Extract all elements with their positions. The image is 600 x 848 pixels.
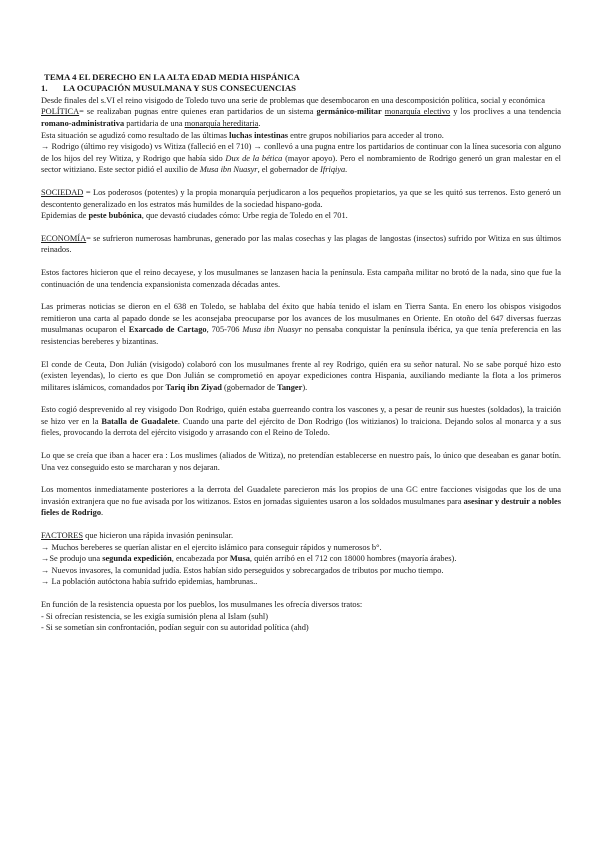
estos-factores-paragraph: Estos factores hicieron que el reino decayese, y los musulmanes se lanzasen hacia la península. Esta campaña militar no brotó de la nada, sino que fue la continuación de una tendencia expansionista comenzada décadas antes. bbox=[41, 267, 561, 289]
section-number: 1. bbox=[41, 83, 48, 94]
politica-situacion: Esta situación se agudizó como resultado de las últimas luchas intestinas entre grupos nobiliarios para acceder al trono. bbox=[41, 130, 444, 140]
economia-label: ECONOMÍA bbox=[41, 233, 87, 243]
momentos-paragraph: Los momentos inmediatamente posteriores a la derrota del Guadalete parecieron más los propios de una GC entre facciones visigodas que los de una invasión extranjera que no fue avisada por los witizanos. Estos en jornadas siguientes usaron a los soldados musulmanes para asesinar y destruir a nobles fieles de Rodrigo. bbox=[41, 485, 562, 518]
politica-label: POLÍTICA bbox=[41, 107, 80, 117]
conde-ceuta-paragraph: El conde de Ceuta, Don Julián (visigodo) colaboró con los musulmanes frente al rey Rodrigo, quién era su señor natural. No se sabe porqué hizo esto (existen leyendas), lo cierto es que Don Julián se comprometió en apoyar expediciones contra Hispania, auxiliando mediante la flota a los primeros militares islámicos, comandados por Tariq ibn Ziyad (gobernador de Tanger). bbox=[41, 359, 561, 392]
factores-item-expedicion: →Se produjo una segunda expedición, encabezada por Musa, quién arribó en el 712 con 18000 hombres (mayoría árabes). bbox=[41, 554, 457, 564]
factores-heading: FACTORES que hicieron una rápida invasión peninsular. bbox=[41, 531, 234, 541]
sociedad-epidemias: Epidemias de peste bubónica, que devastó ciudades cómo: Urbe regia de Toledo en el 701. bbox=[41, 211, 348, 221]
section-title: LA OCUPACIÓN MUSULMANA Y SUS CONSECUENCIAS bbox=[63, 83, 297, 94]
factores-item-poblacion: → La población autóctona había sufrido epidemias, hambrunas.. bbox=[41, 577, 258, 587]
creencia-paragraph: Lo que se creía que iban a hacer era : Los muslimes (aliados de Witiza), no pretendían establecerse en nuestro país, lo único que deseaban es ganar botín. Una vez conseguido esto se marcharan y nos dejaran. bbox=[41, 451, 561, 472]
document-title: TEMA 4 EL DERECHO EN LA ALTA EDAD MEDIA HISPÁNICA bbox=[44, 72, 300, 82]
sociedad-paragraph: SOCIEDAD = Los poderosos (potentes) y la propia monarquía perjudicaron a los pequeños propietarios, ya que se les quitó sus terrenos. Esto generó un descontento generalizado en los estratos más humildes de la sociedad hispano-goda. bbox=[41, 187, 561, 209]
economia-paragraph: ECONOMÍA= se sufrieron numerosas hambrunas, generado por las malas cosechas y las plagas de langostas (insectos) sufrido por Witiza en sus últimos reinados. bbox=[41, 233, 561, 255]
primeras-noticias-paragraph: Las primeras noticias se dieron en el 638 en Toledo, se hablaba del éxito que había tenido el islam en Tierra Santa. En enero los obispos visigodos remitieron una carta al papado donde se les aconsejaba preocuparse por los avances de los musulmanes en Oriente. En otoño del 647 diversas fuerzas musulmanas ocuparon el Exarcado de Cartago, 705-706 Musa ibn Nuasyr no pensaba conquistar la península ibérica, ya que tenía preferencia en las resistencias bereberes y bizantinas. bbox=[41, 302, 561, 346]
sociedad-label: SOCIEDAD bbox=[41, 187, 84, 197]
section-heading bbox=[41, 83, 561, 94]
factores-item-judios: → Nuevos invasores, la comunidad judía. Estos habían sido perseguidos y sobrecargados de tributos por mucho tiempo. bbox=[41, 565, 444, 575]
politica-paragraph: POLÍTICA= se realizaban pugnas entre quienes eran partidarios de un sistema germánico-militar monarquía electivo y los proclives a una tendencia romano-administrativa partidaria de una monarquía hereditaria. bbox=[41, 107, 562, 128]
resistencia-item-suhl: - Si ofrecían resistencia, se les exigía sumisión plena al Islam (suhl) bbox=[41, 611, 268, 621]
guadalete-paragraph: Esto cogió desprevenido al rey visigodo Don Rodrigo, quién estaba guerreando contra los vascones y, a pesar de reunir sus huestes (soldados), la traición se hizo ver en la Batalla de Guadalete. Cuando una parte del ejército de Don Rodrigo (los witizianos) lo traiciona. Dejando solos al monarca y a sus fieles, provocando la derrota del ejército visigodo y arrasando con el Reino de Toledo. bbox=[41, 405, 562, 438]
intro-paragraph: Desde finales del s.VI el reino visigodo de Toledo tuvo una serie de problemas que desembocaron en una descomposición política, social y económica bbox=[41, 95, 545, 105]
document-body bbox=[41, 72, 561, 634]
politica-rodrigo: → Rodrigo (último rey visigodo) vs Witiza (falleció en el 710) → conllevó a una pugna entre los partidarios de continuar con la línea sucesoria con alguno de los hijos del rey Witiza, y Rodrigo que había sido Dux de la bética (mayor apoyo). Pero el nombramiento de Rodrigo generó un gran malestar en el sector witiziano. Este sector pidió el auxilio de Musa ibn Nuasyr, el gobernador de Ifriqiya. bbox=[41, 142, 562, 175]
factores-item-bereberes: → Muchos bereberes se querían alistar en el ejercito islámico para conseguir rápidos y numerosos b°. bbox=[41, 542, 382, 552]
resistencia-intro: En función de la resistencia opuesta por los pueblos, los musulmanes les ofrecía diversos tratos: bbox=[41, 600, 363, 609]
resistencia-item-ahd: - Si se sometían sin confrontación, podían seguir con su autoridad política (ahd) bbox=[41, 623, 309, 633]
